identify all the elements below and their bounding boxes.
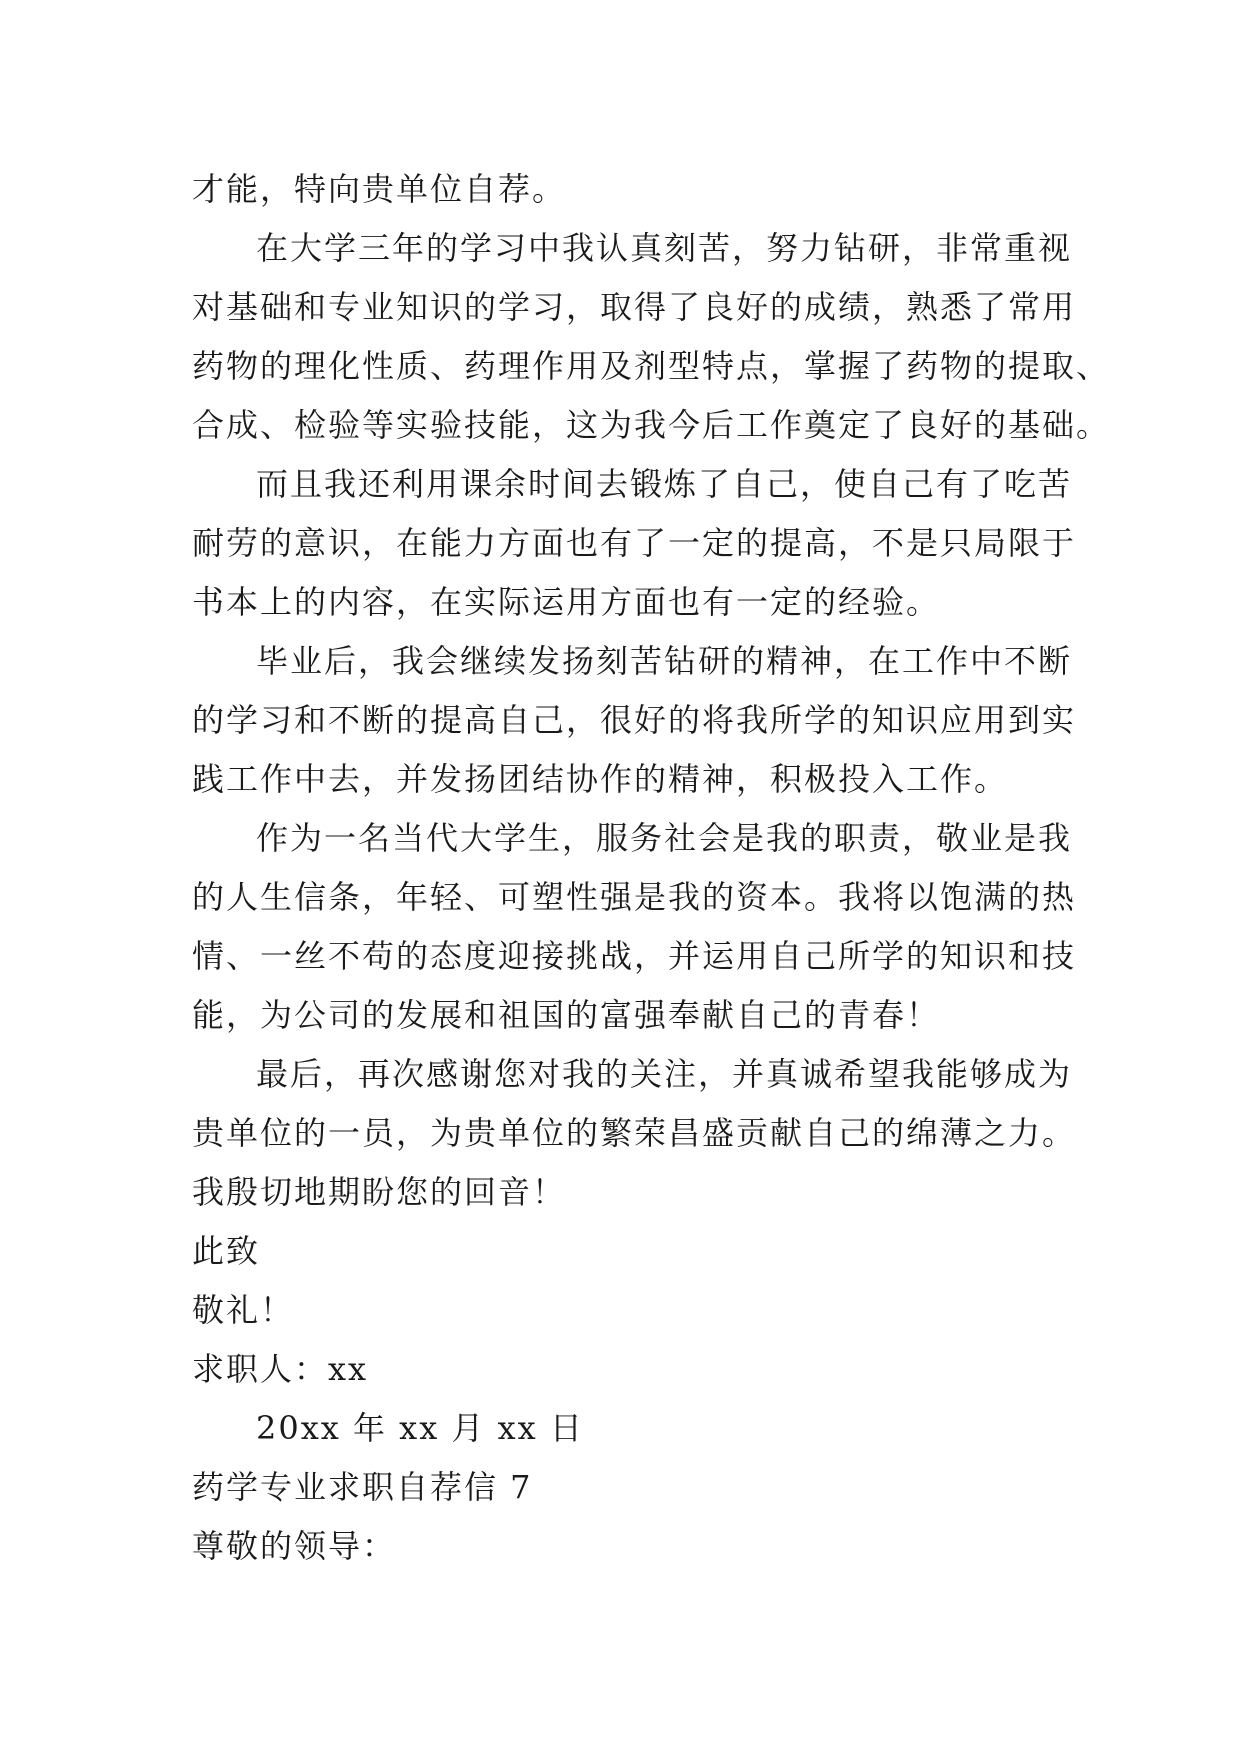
text-line: 的学习和不断的提高自己，很好的将我所学的知识应用到实 <box>192 701 1077 739</box>
text-line: 最后，再次感谢您对我的关注，并真诚希望我能够成为 <box>256 1055 1073 1093</box>
text-line: 求职人：xx <box>192 1350 369 1388</box>
text-line: 才能，特向贵单位自荐。 <box>192 170 567 208</box>
text-line: 耐劳的意识，在能力方面也有了一定的提高，不是只局限于 <box>192 524 1077 562</box>
text-line: 作为一名当代大学生，服务社会是我的职责，敬业是我 <box>256 819 1073 857</box>
text-line: 而且我还利用课余时间去锻炼了自己，使自己有了吃苦 <box>256 465 1073 503</box>
text-line: 书本上的内容，在实际运用方面也有一定的经验。 <box>192 583 941 621</box>
letter-body <box>192 160 1111 1576</box>
text-line: 尊敬的领导： <box>192 1527 397 1565</box>
text-line: 药物的理化性质、药理作用及剂型特点，掌握了药物的提取、 <box>192 347 1111 385</box>
text-line: 对基础和专业知识的学习，取得了良好的成绩，熟悉了常用 <box>192 288 1077 326</box>
text-line: 20xx 年 xx 月 xx 日 <box>256 1409 584 1447</box>
text-line: 的人生信条，年轻、可塑性强是我的资本。我将以饱满的热 <box>192 878 1077 916</box>
text-line: 毕业后，我会继续发扬刻苦钻研的精神，在工作中不断 <box>256 642 1073 680</box>
text-line: 贵单位的一员，为贵单位的繁荣昌盛贡献自己的绵薄之力。 <box>192 1114 1077 1152</box>
text-line: 此致 <box>192 1232 261 1270</box>
text-line: 我殷切地期盼您的回音！ <box>192 1173 567 1211</box>
text-line: 能，为公司的发展和祖国的富强奉献自己的青春！ <box>192 996 941 1034</box>
text-line: 合成、检验等实验技能，这为我今后工作奠定了良好的基础。 <box>192 406 1111 444</box>
text-line: 情、一丝不苟的态度迎接挑战，并运用自己所学的知识和技 <box>192 937 1077 975</box>
text-line: 敬礼！ <box>192 1291 295 1329</box>
text-line: 在大学三年的学习中我认真刻苦，努力钻研，非常重视 <box>256 229 1073 267</box>
text-line: 践工作中去，并发扬团结协作的精神，积极投入工作。 <box>192 760 1009 798</box>
text-line: 药学专业求职自荐信 7 <box>192 1468 533 1506</box>
